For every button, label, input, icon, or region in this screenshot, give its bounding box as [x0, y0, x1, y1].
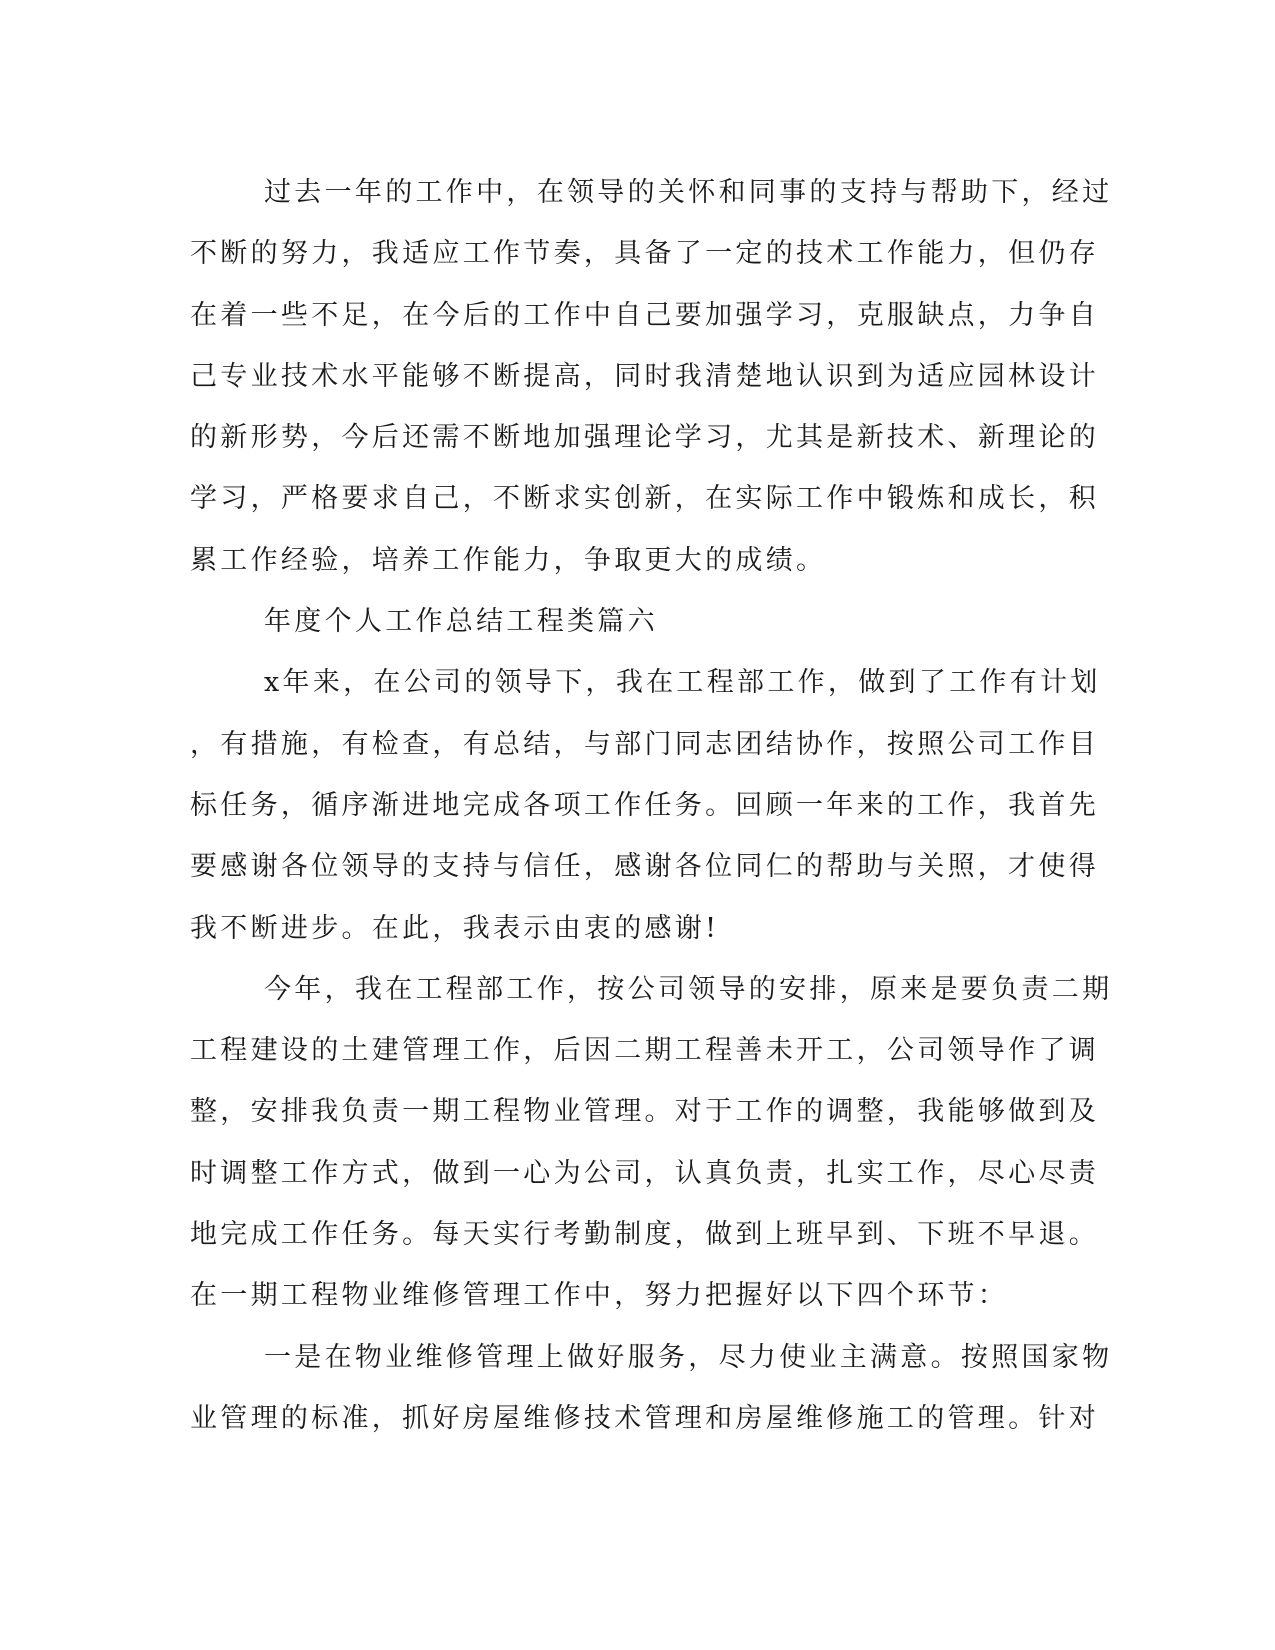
paragraph-line: 我不断进步。在此，我表示由衷的感谢!	[190, 912, 720, 944]
paragraph-line: 要感谢各位领导的支持与信任，感谢各位同仁的帮助与关照，才使得	[190, 851, 1099, 883]
paragraph-line: 过去一年的工作中，在领导的关怀和同事的支持与帮助下，经过	[264, 177, 1113, 208]
paragraph-line: 的新形势，今后还需不断地加强理论学习，尤其是新技术、新理论的	[190, 422, 1099, 454]
paragraph-line: 业管理的标准，抓好房屋维修技术管理和房屋维修施工的管理。针对	[190, 1402, 1099, 1434]
paragraph-line: 在着一些不足，在今后的工作中自己要加强学习，克服缺点，力争自	[190, 299, 1099, 331]
paragraph-line: 今年，我在工程部工作，按公司领导的安排，原来是要负责二期	[264, 973, 1113, 1005]
paragraph-line: 标任务，循序渐进地完成各项工作任务。回顾一年来的工作，我首先	[190, 789, 1099, 821]
paragraph-line: 累工作经验，培养工作能力，争取更大的成绩。	[190, 544, 827, 576]
paragraph-line: 地完成工作任务。每天实行考勤制度，做到上班早到、下班不早退。	[190, 1219, 1099, 1251]
paragraph-line: 己专业技术水平能够不断提高，同时我清楚地认识到为适应园林设计	[190, 360, 1099, 392]
paragraph-line: 不断的努力，我适应工作节奏，具备了一定的技术工作能力，但仍存	[190, 238, 1099, 270]
paragraph-line: 学习，严格要求自己，不断求实创新，在实际工作中锻炼和成长，积	[190, 483, 1099, 515]
paragraph-line: ，有措施，有检查，有总结，与部门同志团结协作，按照公司工作目	[190, 728, 1099, 760]
paragraph-line: 工程建设的土建管理工作，后因二期工程善未开工，公司领导作了调	[190, 1035, 1099, 1067]
document-body	[190, 162, 1113, 1449]
paragraph-line: 在一期工程物业维修管理工作中，努力把握好以下四个环节：	[190, 1280, 1009, 1312]
paragraph-line: x年来，在公司的领导下，我在工程部工作，做到了工作有计划	[264, 667, 1101, 699]
paragraph-line: 一是在物业维修管理上做好服务，尽力使业主满意。按照国家物	[264, 1341, 1113, 1373]
section-heading: 年度个人工作总结工程类篇六	[264, 606, 658, 638]
paragraph-line: 时调整工作方式，做到一心为公司，认真负责，扎实工作，尽心尽责	[190, 1157, 1099, 1189]
paragraph-line: 整，安排我负责一期工程物业管理。对于工作的调整，我能够做到及	[190, 1096, 1099, 1128]
